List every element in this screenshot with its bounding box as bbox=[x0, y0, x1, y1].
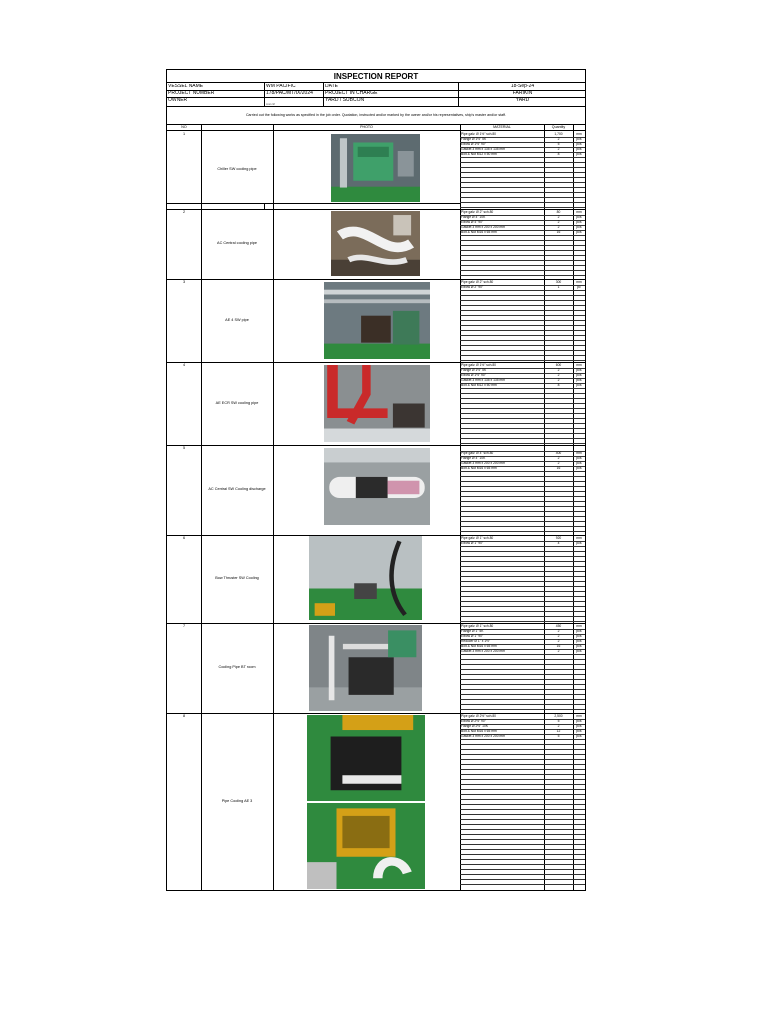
material-grid-line bbox=[460, 556, 585, 557]
material-name: Bolt & Nut M16 x 65 mm bbox=[461, 729, 497, 733]
material-grid-line bbox=[460, 586, 585, 587]
material-name: Elbow Ø 1½" 90° bbox=[461, 373, 487, 377]
material-qty: 5 bbox=[557, 719, 560, 723]
material-grid-line bbox=[460, 814, 585, 815]
material-name: Gasket 3 mm x 135 x 135 mm bbox=[461, 378, 505, 382]
material-grid-line bbox=[460, 849, 585, 850]
material-grid-line bbox=[460, 491, 585, 492]
material-grid-line bbox=[460, 789, 585, 790]
material-grid-line bbox=[460, 245, 585, 246]
material-grid-line bbox=[460, 764, 585, 765]
material-grid-line bbox=[460, 774, 585, 775]
material-grid-line bbox=[460, 759, 585, 760]
material-grid-line bbox=[460, 496, 585, 497]
material-grid-line bbox=[460, 809, 585, 810]
row-spacer-vline bbox=[264, 203, 265, 209]
material-grid-line bbox=[460, 167, 585, 168]
material-grid-line bbox=[460, 325, 585, 326]
material-qty: 600 bbox=[555, 363, 562, 367]
item-number: 6 bbox=[182, 536, 186, 540]
item-description: Cooling Pipe BT room bbox=[218, 665, 256, 669]
material-grid-line bbox=[460, 859, 585, 860]
material-qty: 2 bbox=[557, 225, 560, 229]
material-name: Elbow Ø 1½" 90° bbox=[461, 142, 487, 146]
material-grid-line bbox=[460, 854, 585, 855]
material-grid-line bbox=[460, 443, 585, 444]
table-column-line bbox=[460, 124, 461, 890]
material-grid-line bbox=[460, 320, 585, 321]
material-qty: 8 bbox=[557, 152, 560, 156]
material-qty: 80 bbox=[556, 210, 561, 214]
material-grid-line bbox=[460, 561, 585, 562]
material-qty: 2 bbox=[557, 368, 560, 372]
item-number: 4 bbox=[182, 363, 186, 367]
material-unit: pcs bbox=[576, 137, 582, 141]
material-name: Flange Ø 4" 10K bbox=[461, 456, 486, 460]
material-grid-line bbox=[460, 689, 585, 690]
material-grid-line bbox=[460, 516, 585, 517]
item-number: 5 bbox=[182, 446, 186, 450]
material-name: Pipe galv. Ø 1½" sch.80 bbox=[461, 132, 497, 136]
material-grid-line bbox=[460, 744, 585, 745]
material-grid-line bbox=[460, 207, 585, 208]
material-grid-line bbox=[460, 576, 585, 577]
material-grid-line bbox=[460, 784, 585, 785]
project-number-label: PROJECT NUMBER bbox=[168, 91, 215, 96]
item-description: Bow Thruster SW Cooling bbox=[215, 576, 259, 580]
row-separator bbox=[167, 445, 585, 446]
material-unit: pcs bbox=[576, 225, 582, 229]
material-grid-line bbox=[460, 433, 585, 434]
material-grid-line bbox=[460, 393, 585, 394]
material-grid-line bbox=[460, 659, 585, 660]
vessel-name-value: WM PACIFIC bbox=[266, 84, 296, 89]
material-name: Pipe galv. Ø 2" sch.80 bbox=[461, 210, 494, 214]
header-vline-1 bbox=[264, 83, 265, 106]
material-qty: 2,500 bbox=[554, 714, 563, 718]
date-value: 18-Sep-24 bbox=[510, 84, 535, 89]
material-grid-line bbox=[460, 674, 585, 675]
project-in-charge-value: FARIKIN bbox=[512, 91, 533, 96]
material-qty: 2 bbox=[557, 724, 560, 728]
material-qty: 2 bbox=[557, 378, 560, 382]
col-head-no: NO bbox=[181, 125, 187, 129]
material-grid-line bbox=[460, 699, 585, 700]
material-qty: 1,700 bbox=[554, 132, 563, 136]
material-grid-line bbox=[460, 275, 585, 276]
material-qty: 2 bbox=[557, 147, 560, 151]
material-grid-line bbox=[460, 511, 585, 512]
material-grid-line bbox=[460, 596, 585, 597]
material-unit: pcs bbox=[576, 629, 582, 633]
material-name: Flange Ø 4" 10K bbox=[461, 215, 486, 219]
table-head-line bbox=[167, 130, 585, 131]
material-grid-line bbox=[460, 844, 585, 845]
material-grid-line bbox=[460, 874, 585, 875]
material-unit: pcs bbox=[576, 729, 582, 733]
material-grid-line bbox=[460, 162, 585, 163]
material-unit: pcs bbox=[576, 734, 582, 738]
small-note: cost ctrl bbox=[266, 103, 275, 106]
material-unit: pcs bbox=[576, 383, 582, 387]
material-grid-line bbox=[460, 531, 585, 532]
material-qty: 2 bbox=[557, 634, 560, 638]
material-name: Pipe galv. Ø 2½" sch.80 bbox=[461, 714, 497, 718]
material-qty: 300 bbox=[555, 280, 562, 284]
inspection-photo bbox=[309, 536, 422, 620]
material-grid-line bbox=[460, 704, 585, 705]
material-grid-line bbox=[460, 566, 585, 567]
intro-note: Carried out the following works as specified in the job order. Quotation, instructed and/or marked by the owner and/or his representatives, ship's master and/or staff. bbox=[245, 113, 507, 117]
material-qty: 5 bbox=[557, 142, 560, 146]
material-grid-line bbox=[460, 300, 585, 301]
material-name: Bolt & Nut M16 x 65 mm bbox=[461, 466, 497, 470]
material-grid-line bbox=[460, 330, 585, 331]
material-grid-line bbox=[460, 345, 585, 346]
material-grid-line bbox=[460, 749, 585, 750]
material-grid-line bbox=[460, 669, 585, 670]
item-description: AE ECR SW cooling pipe bbox=[215, 400, 259, 405]
material-grid-line bbox=[460, 709, 585, 710]
material-name: Elbow Ø 4" 90° bbox=[461, 220, 484, 224]
inspection-photo bbox=[324, 365, 430, 442]
material-unit: pcs bbox=[576, 644, 582, 648]
material-grid-line bbox=[460, 202, 585, 203]
material-qty: 16 bbox=[556, 644, 561, 648]
material-grid-line bbox=[460, 739, 585, 740]
material-grid-line bbox=[460, 684, 585, 685]
material-grid-line bbox=[460, 481, 585, 482]
header-line-3 bbox=[167, 106, 585, 107]
project-number-value: 178/PAC/MT/IX/2024 bbox=[266, 91, 313, 96]
material-grid-line bbox=[460, 355, 585, 356]
inspection-photo bbox=[309, 625, 422, 711]
material-unit: pcs bbox=[576, 147, 582, 151]
material-unit: pcs bbox=[576, 230, 582, 234]
material-grid-line bbox=[460, 260, 585, 261]
table-column-line bbox=[544, 124, 545, 890]
material-name: Gasket 3 mm x 200 x 200 mm bbox=[461, 225, 505, 229]
material-qty: 2 bbox=[557, 137, 560, 141]
col-head-photo: PHOTO bbox=[360, 125, 373, 129]
material-qty: 2 bbox=[557, 649, 560, 653]
material-grid-line bbox=[460, 804, 585, 805]
material-unit: mm bbox=[576, 536, 582, 540]
item-number: 2 bbox=[182, 210, 186, 214]
material-grid-line bbox=[460, 428, 585, 429]
material-grid-line bbox=[460, 521, 585, 522]
material-name: Pipe galv. Ø 4" sch.80 bbox=[461, 451, 494, 455]
header-vline-3 bbox=[458, 83, 459, 106]
material-grid-line bbox=[460, 824, 585, 825]
header-line-2 bbox=[167, 97, 585, 98]
material-unit: pcs bbox=[576, 373, 582, 377]
table-column-line bbox=[201, 124, 202, 890]
material-unit: mm bbox=[576, 210, 582, 214]
vessel-name-label: VESSEL NAME bbox=[168, 84, 204, 89]
material-unit: mm bbox=[576, 451, 582, 455]
material-grid-line bbox=[460, 506, 585, 507]
material-grid-line bbox=[460, 591, 585, 592]
inspection-photo bbox=[324, 448, 430, 525]
material-grid-line bbox=[460, 413, 585, 414]
material-unit: pcs bbox=[576, 649, 582, 653]
report-title: INSPECTION REPORT bbox=[167, 70, 585, 83]
item-description: Pipe Cooling AE 3 bbox=[221, 798, 253, 803]
material-grid-line bbox=[460, 265, 585, 266]
material-grid-line bbox=[460, 754, 585, 755]
material-name: Elbow Ø 2½" 90° bbox=[461, 719, 487, 723]
material-unit: pcs bbox=[576, 220, 582, 224]
material-grid-line bbox=[460, 476, 585, 477]
material-unit: pcs bbox=[576, 142, 582, 146]
material-grid-line bbox=[460, 799, 585, 800]
material-unit: pc bbox=[577, 285, 581, 289]
material-grid-line bbox=[460, 235, 585, 236]
material-unit: mm bbox=[576, 363, 582, 367]
material-unit: pcs bbox=[576, 541, 582, 545]
material-qty: 450 bbox=[555, 624, 562, 628]
material-name: Bolt & Nut M12 x 50 mm bbox=[461, 152, 497, 156]
material-name: Bolt & Nut M16 x 65 mm bbox=[461, 230, 497, 234]
material-grid-line bbox=[460, 157, 585, 158]
material-unit: pcs bbox=[576, 466, 582, 470]
material-unit: pcs bbox=[576, 378, 582, 382]
material-grid-line bbox=[460, 611, 585, 612]
table-column-line bbox=[273, 124, 274, 890]
material-grid-line bbox=[460, 779, 585, 780]
material-grid-line bbox=[460, 310, 585, 311]
item-description: AC Central SW Cooling discharge bbox=[208, 487, 266, 491]
material-grid-line bbox=[460, 192, 585, 193]
material-name: Gasket 3 mm x 200 x 200 mm bbox=[461, 461, 505, 465]
material-name: Flange Ø 1" 5K bbox=[461, 629, 484, 633]
item-number: 1 bbox=[182, 132, 186, 136]
material-grid-line bbox=[460, 794, 585, 795]
inspection-photo bbox=[331, 134, 420, 202]
material-grid-line bbox=[460, 471, 585, 472]
material-name: Gasket 3 mm x 200 x 200 mm bbox=[461, 734, 505, 738]
material-grid-line bbox=[460, 869, 585, 870]
material-name: Flange Ø 1½" 5K bbox=[461, 368, 487, 372]
material-grid-line bbox=[460, 340, 585, 341]
material-name: Bolt & Nut M12 x 50 mm bbox=[461, 383, 497, 387]
material-qty: 920 bbox=[555, 536, 562, 540]
inspection-photo bbox=[324, 282, 430, 359]
material-grid-line bbox=[460, 187, 585, 188]
material-grid-line bbox=[460, 177, 585, 178]
material-grid-line bbox=[460, 601, 585, 602]
inspection-photo bbox=[331, 211, 420, 276]
material-qty: 2 bbox=[557, 215, 560, 219]
material-name: Bolt & Nut M16 x 65 mm bbox=[461, 644, 497, 648]
material-grid-line bbox=[460, 172, 585, 173]
material-grid-line bbox=[460, 270, 585, 271]
item-description: Chiller SW cooling pipe bbox=[217, 167, 257, 171]
material-grid-line bbox=[460, 839, 585, 840]
material-grid-line bbox=[460, 664, 585, 665]
table-column-line bbox=[573, 124, 574, 890]
material-grid-line bbox=[460, 335, 585, 336]
date-label: DATE bbox=[325, 84, 338, 89]
material-grid-line bbox=[460, 616, 585, 617]
material-grid-line bbox=[460, 501, 585, 502]
material-grid-line bbox=[460, 819, 585, 820]
material-grid-line bbox=[460, 879, 585, 880]
item-number: 3 bbox=[182, 280, 186, 284]
owner-label: OWNER bbox=[168, 98, 188, 103]
material-grid-line bbox=[460, 546, 585, 547]
material-unit: pcs bbox=[576, 152, 582, 156]
yard-value: YARD bbox=[515, 98, 530, 103]
material-name: Pipe galv. Ø 2" sch.80 bbox=[461, 280, 494, 284]
material-grid-line bbox=[460, 884, 585, 885]
material-name: Pipe galv. Ø 1½" sch.80 bbox=[461, 363, 497, 367]
material-grid-line bbox=[460, 551, 585, 552]
material-qty: 16 bbox=[556, 466, 561, 470]
material-grid-line bbox=[460, 255, 585, 256]
material-grid-line bbox=[460, 197, 585, 198]
material-unit: pcs bbox=[576, 368, 582, 372]
material-qty: 2 bbox=[557, 456, 560, 460]
material-qty: 2 bbox=[557, 220, 560, 224]
material-name: Pipe galv. Ø 1" sch.80 bbox=[461, 624, 494, 628]
material-name: Flange Ø 2½" 10K bbox=[461, 724, 489, 728]
item-description: AC Central cooling pipe bbox=[217, 241, 257, 245]
material-grid-line bbox=[460, 295, 585, 296]
material-name: Flange Ø 1½" 5K bbox=[461, 137, 487, 141]
material-qty: 2 bbox=[557, 629, 560, 633]
material-unit: mm bbox=[576, 280, 582, 284]
material-qty: 2 bbox=[557, 461, 560, 465]
material-grid-line bbox=[460, 679, 585, 680]
material-name: Elbow Ø 2" 90° bbox=[461, 285, 484, 289]
material-unit: pcs bbox=[576, 634, 582, 638]
material-qty: 2 bbox=[557, 639, 560, 643]
material-grid-line bbox=[460, 654, 585, 655]
material-name: Pipe galv. Ø 1" sch.80 bbox=[461, 536, 494, 540]
material-name: Gasket 3 mm x 135 x 135 mm bbox=[461, 147, 505, 151]
material-grid-line bbox=[460, 350, 585, 351]
material-qty: 2 bbox=[557, 373, 560, 377]
material-grid-line bbox=[460, 398, 585, 399]
material-name: Gasket 3 mm x 200 x 200 mm bbox=[461, 649, 505, 653]
inspection-photo bbox=[307, 715, 425, 801]
material-grid-line bbox=[460, 694, 585, 695]
material-qty: 8 bbox=[557, 383, 560, 387]
material-name: Elbow Ø 1" 90° bbox=[461, 541, 484, 545]
row-spacer-line bbox=[167, 203, 460, 204]
item-number: 8 bbox=[182, 714, 186, 718]
header-line-1 bbox=[167, 90, 585, 91]
item-description: AE 4 SW pipe bbox=[225, 317, 249, 322]
material-grid-line bbox=[460, 571, 585, 572]
material-unit: pcs bbox=[576, 724, 582, 728]
material-grid-line bbox=[460, 403, 585, 404]
header-vline-2 bbox=[323, 83, 324, 106]
material-grid-line bbox=[460, 182, 585, 183]
material-grid-line bbox=[460, 388, 585, 389]
material-grid-line bbox=[460, 834, 585, 835]
col-head-material: MATERIAL bbox=[493, 125, 511, 129]
material-grid-line bbox=[460, 606, 585, 607]
material-grid-line bbox=[460, 864, 585, 865]
material-unit: pcs bbox=[576, 639, 582, 643]
material-grid-line bbox=[460, 315, 585, 316]
material-unit: pcs bbox=[576, 719, 582, 723]
material-grid-line bbox=[460, 526, 585, 527]
material-unit: mm bbox=[576, 132, 582, 136]
material-unit: mm bbox=[576, 714, 582, 718]
material-grid-line bbox=[460, 486, 585, 487]
material-grid-line bbox=[460, 360, 585, 361]
material-grid-line bbox=[460, 250, 585, 251]
material-grid-line bbox=[460, 621, 585, 622]
material-grid-line bbox=[460, 305, 585, 306]
inspection-photo bbox=[307, 803, 425, 889]
material-grid-line bbox=[460, 418, 585, 419]
material-qty: 400 bbox=[555, 451, 562, 455]
material-grid-line bbox=[460, 240, 585, 241]
material-grid-line bbox=[460, 290, 585, 291]
material-unit: pcs bbox=[576, 456, 582, 460]
material-grid-line bbox=[460, 438, 585, 439]
material-qty: 4 bbox=[557, 541, 560, 545]
inspection-report-sheet bbox=[166, 69, 586, 891]
material-qty: 1 bbox=[557, 285, 560, 289]
col-head-quantity: Quantity bbox=[551, 125, 566, 129]
material-unit: pcs bbox=[576, 461, 582, 465]
yard-label: YARD / SUBCON bbox=[325, 98, 365, 103]
material-grid-line bbox=[460, 408, 585, 409]
material-name: Reducer Ø 1" x 1½" bbox=[461, 639, 491, 643]
project-in-charge-label: PROJECT IN CHARGE bbox=[325, 91, 378, 96]
material-grid-line bbox=[460, 581, 585, 582]
material-name: Elbow Ø 1" 90° bbox=[461, 634, 484, 638]
material-unit: mm bbox=[576, 624, 582, 628]
item-number: 7 bbox=[182, 624, 186, 628]
material-unit: pcs bbox=[576, 215, 582, 219]
material-grid-line bbox=[460, 829, 585, 830]
material-grid-line bbox=[460, 423, 585, 424]
material-qty: 12 bbox=[556, 729, 561, 733]
material-grid-line bbox=[460, 769, 585, 770]
material-qty: 5 bbox=[557, 734, 560, 738]
material-qty: 16 bbox=[556, 230, 561, 234]
